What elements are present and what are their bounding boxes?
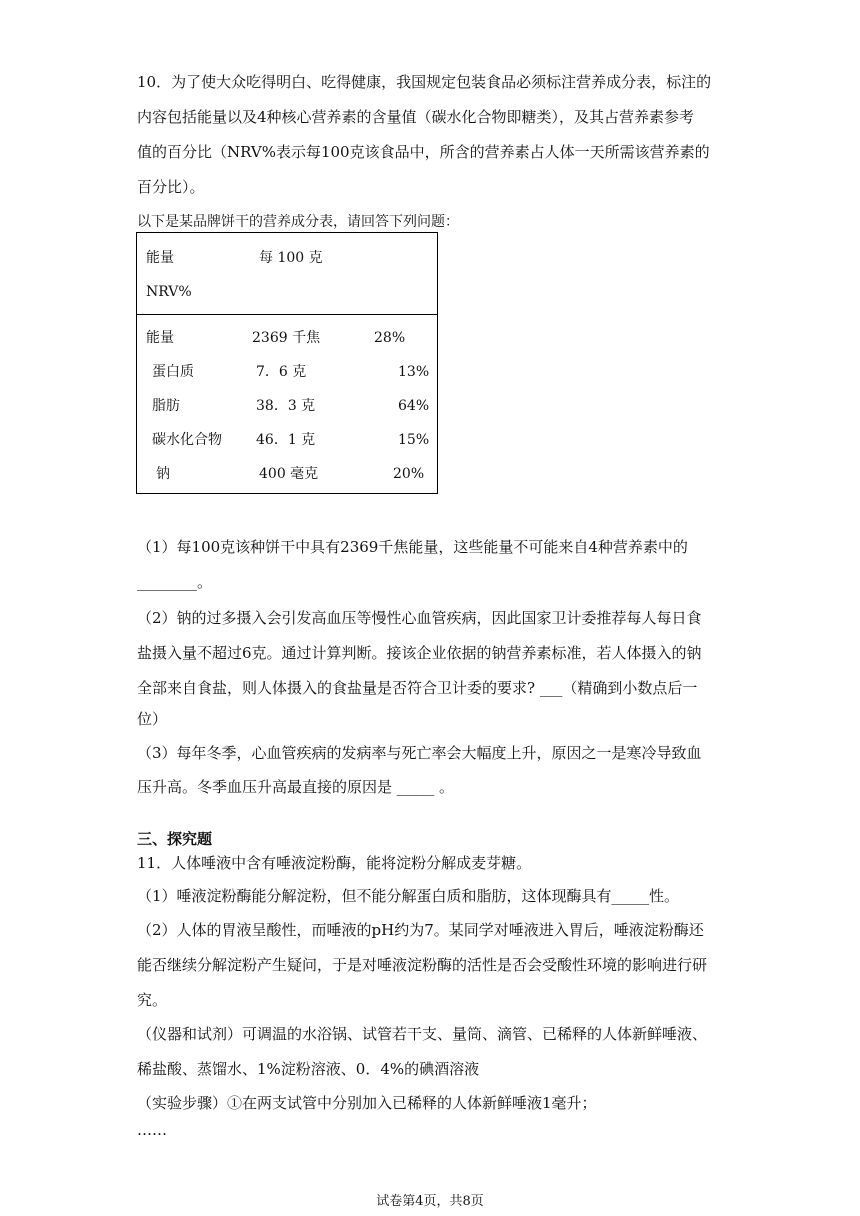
q11-ellipsis: …… bbox=[137, 1121, 167, 1139]
q11-materials-line-2: 稀盐酸、蒸馏水、1%淀粉溶液、0．4%的碘酒溶液 bbox=[137, 1060, 480, 1078]
q10-sub3-line-1: （3）每年冬季，心血管疾病的发病率与死亡率会大幅度上升，原因之一是寒冷导致血 bbox=[137, 744, 702, 762]
row-nrv: 64% bbox=[398, 398, 430, 414]
q11-materials-line-1: （仪器和试剂）可调温的水浴锅、试管若干支、量筒、滴管、已稀释的人体新鲜唾液、 bbox=[137, 1025, 708, 1043]
section-title: 三、探究题 bbox=[137, 830, 213, 848]
q10-sub1-line-1: （1）每100克该种饼干中具有2369千焦能量，这些能量不可能来自4种营养素中的 bbox=[137, 538, 688, 556]
header-energy: 能量 bbox=[146, 250, 174, 266]
page-footer: 试卷第4页，共8页 bbox=[376, 1194, 484, 1209]
q10-table-intro: 以下是某品牌饼干的营养成分表，请回答下列问题： bbox=[137, 214, 459, 230]
row-name: 钠 bbox=[156, 466, 170, 482]
row-name: 脂肪 bbox=[152, 398, 180, 414]
header-per-100g: 每 100 克 bbox=[259, 250, 323, 266]
row-amount: 38．3 克 bbox=[256, 398, 316, 414]
q10-sub2-line-1: （2）钠的过多摄入会引发高血压等慢性心血管疾病，因此国家卫计委推荐每人每日食 bbox=[137, 609, 702, 627]
row-amount: 7．6 克 bbox=[256, 364, 307, 380]
row-nrv: 20% bbox=[393, 466, 425, 482]
header-nrv: NRV% bbox=[146, 284, 192, 300]
row-nrv: 15% bbox=[398, 432, 430, 448]
row-amount: 400 毫克 bbox=[259, 466, 319, 482]
q11-sub2-line-3: 究。 bbox=[137, 991, 168, 1009]
row-amount: 46．1 克 bbox=[256, 432, 316, 448]
row-name: 能量 bbox=[146, 330, 174, 346]
row-nrv: 28% bbox=[374, 330, 406, 346]
row-name: 碳水化合物 bbox=[152, 432, 222, 448]
q11-sub2-line-1: （2）人体的胃液呈酸性，而唾液的pH约为7。某同学对唾液进入胃后，唾液淀粉酶还 bbox=[137, 921, 704, 939]
q10-sub2-line-4: 位） bbox=[137, 710, 168, 728]
q10-intro-line-4: 百分比）。 bbox=[137, 178, 205, 196]
nutrition-table-header-box bbox=[136, 232, 438, 315]
q10-intro-line-1: 10．为了使大众吃得明白、吃得健康，我国规定包装食品必须标注营养成分表，标注的 bbox=[137, 73, 712, 91]
q10-intro-line-2: 内容包括能量以及4种核心营养素的含量值（碳水化合物即糖类），及其占营养素参考 bbox=[137, 108, 695, 126]
q10-sub1-answer-blank[interactable]: ________。 bbox=[137, 573, 213, 591]
q10-intro-line-3: 值的百分比（NRV%表示每100克该食品中，所含的营养素占人体一天所需该营养素的 bbox=[137, 143, 710, 161]
row-nrv: 13% bbox=[398, 364, 430, 380]
q10-sub3-line-2: 压升高。冬季血压升高最直接的原因是 _____ 。 bbox=[137, 778, 455, 796]
q11-line-1: 11．人体唾液中含有唾液淀粉酶，能将淀粉分解成麦芽糖。 bbox=[137, 854, 532, 872]
row-name: 蛋白质 bbox=[152, 364, 194, 380]
q11-sub2-line-2: 能否继续分解淀粉产生疑问，于是对唾液淀粉酶的活性是否会受酸性环境的影响进行研 bbox=[137, 956, 708, 974]
q11-sub1: （1）唾液淀粉酶能分解淀粉，但不能分解蛋白质和脂肪，这体现酶具有_____性。 bbox=[137, 887, 680, 905]
q10-sub2-line-2: 盐摄入量不超过6克。通过计算判断。接该企业依据的钠营养素标准，若人体摄入的钠 bbox=[137, 644, 702, 662]
q10-sub2-line-3: 全部来自食盐，则人体摄入的食盐量是否符合卫计委的要求? ___（精确到小数点后一 bbox=[137, 679, 698, 697]
row-amount: 2369 千焦 bbox=[252, 330, 321, 346]
q11-steps-line-1: （实验步骤）①在两支试管中分别加入已稀释的人体新鲜唾液1毫升； bbox=[137, 1094, 597, 1112]
